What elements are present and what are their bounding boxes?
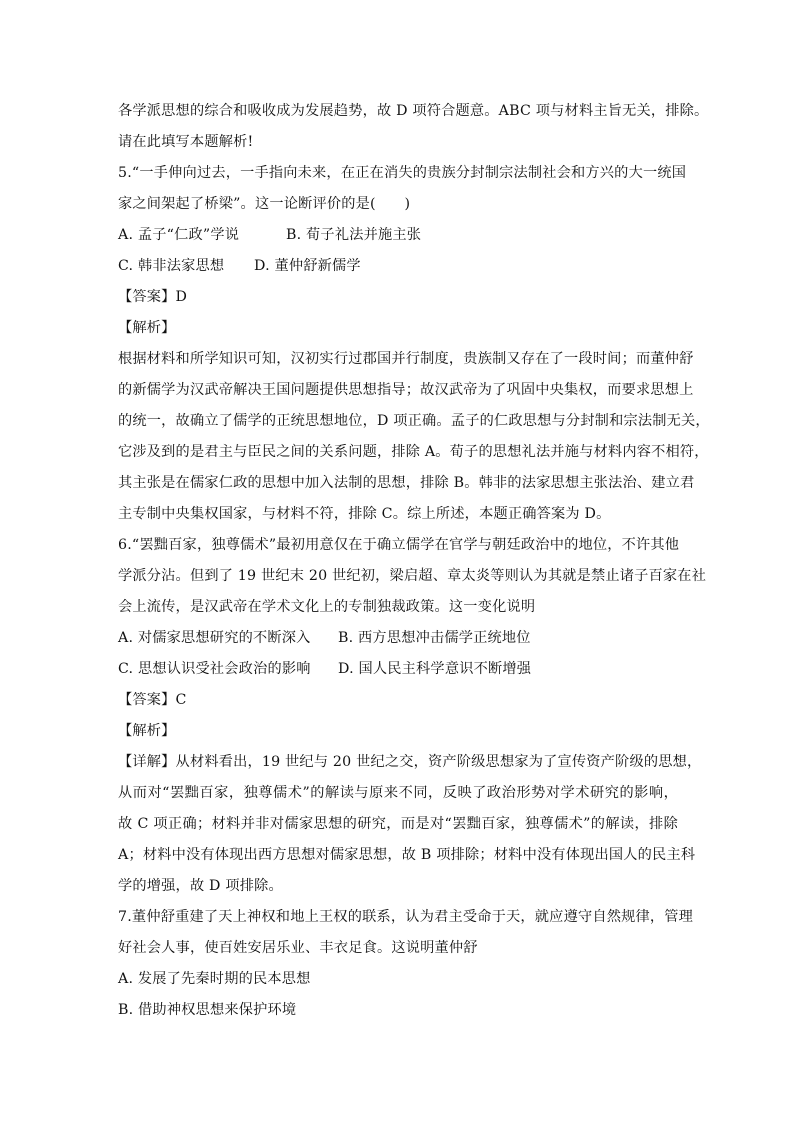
q5-options-cd	[118, 251, 678, 282]
q6-analysis-label: 【解析】	[118, 723, 176, 739]
q7-option-b: B. 借助神权思想来保护环境	[118, 1002, 297, 1018]
q5-answer: 【答案】D	[118, 289, 188, 305]
q7-option-a: A. 发展了先秦时期的民本思想	[118, 971, 311, 987]
q5-stem-line-2: 家之间架起了桥梁”。这一论断评价的是( )	[118, 196, 411, 212]
q6-stem-line: 会上流传，是汉武帝在学术文化上的专制独裁政策。这一变化说明	[118, 599, 536, 615]
q5-options-ab	[118, 220, 678, 251]
q6-analysis-line: 故 C 项正确；材料并非对儒家思想的研究，而是对“罢黜百家，独尊儒术”的解读，排除	[118, 816, 678, 832]
q5-option-c: C. 韩非法家思想	[118, 258, 225, 274]
q6-stem-line: 6.“罢黜百家，独尊儒术”最初用意仅在于确立儒学在官学与朝廷政治中的地位，不许其他	[118, 537, 680, 553]
q6-analysis-line: 从而对“罢黜百家，独尊儒术”的解读与原来不同，反映了政治形势对学术研究的影响，	[118, 785, 678, 801]
q5-option-a: A. 孟子“仁政”学说	[118, 227, 240, 243]
q5-stem-line-1: 5.“一手伸向过去，一手指向未来，在正在消失的贵族分封制宗法制社会和方兴的大一统国	[118, 165, 687, 181]
intro-line-2: 请在此填写本题解析!	[118, 134, 254, 150]
q7-stem-line: 7.董仲舒重建了天上神权和地上王权的联系，认为君主受命于天，就应遵守自然规律，管理	[118, 909, 694, 925]
q6-option-d: D. 国人民主科学意识不断增强	[338, 661, 532, 677]
q6-options-ab	[118, 623, 678, 654]
q5-analysis-line: 的统一，故确立了儒学的正统思想地位，D 项正确。孟子的仁政思想与分封制和宗法制无关，	[118, 413, 710, 429]
q6-analysis-line: A；材料中没有体现出西方思想对儒家思想，故 B 项排除；材料中没有体现出国人的民主科	[118, 847, 696, 863]
document-page	[118, 96, 710, 1026]
q5-analysis-line: 根据材料和所学知识可知，汉初实行过郡国并行制度，贵族制又存在了一段时间；而董仲舒	[118, 351, 694, 367]
q5-option-b: B. 荀子礼法并施主张	[286, 227, 422, 243]
intro-line-1: 各学派思想的综合和吸收成为发展趋势，故 D 项符合题意。ABC 项与材料主旨无关，排除。	[118, 103, 709, 119]
q5-analysis-label: 【解析】	[118, 320, 176, 336]
q6-answer: 【答案】C	[118, 692, 187, 708]
q5-analysis-line: 其主张是在儒家仁政的思想中加入法制的思想，排除 B。韩非的法家思想主张法治、建立君	[118, 475, 695, 491]
q7-stem-line: 好社会人事，使百姓安居乐业、丰衣足食。这说明董仲舒	[118, 940, 478, 956]
q6-stem-line: 学派分沾。但到了 19 世纪末 20 世纪初，梁启超、章太炎等则认为其就是禁止诸子百家在社	[118, 568, 707, 584]
q6-analysis-line: 【详解】从材料看出，19 世纪与 20 世纪之交，资产阶级思想家为了宣传资产阶级的思想，	[118, 754, 702, 770]
q6-option-c: C. 思想认识受社会政治的影响	[118, 661, 311, 677]
q6-option-b: B. 西方思想冲击儒学正统地位	[338, 630, 531, 646]
q6-options-cd	[118, 654, 678, 685]
q5-analysis-line: 的新儒学为汉武帝解决王国问题提供思想指导；故汉武帝为了巩固中央集权，而要求思想上	[118, 382, 694, 398]
q5-analysis-line: 主专制中央集权国家，与材料不符，排除 C。综上所述，本题正确答案为 D。	[118, 506, 611, 522]
q5-option-d: D. 董仲舒新儒学	[254, 258, 361, 274]
q6-option-a: A. 对儒家思想研究的不断深入	[118, 630, 311, 646]
q6-analysis-line: 学的增强，故 D 项排除。	[118, 878, 283, 894]
q5-analysis-line: 它涉及到的是君主与臣民之间的关系问题，排除 A。荀子的思想礼法并施与材料内容不相符，	[118, 444, 709, 460]
